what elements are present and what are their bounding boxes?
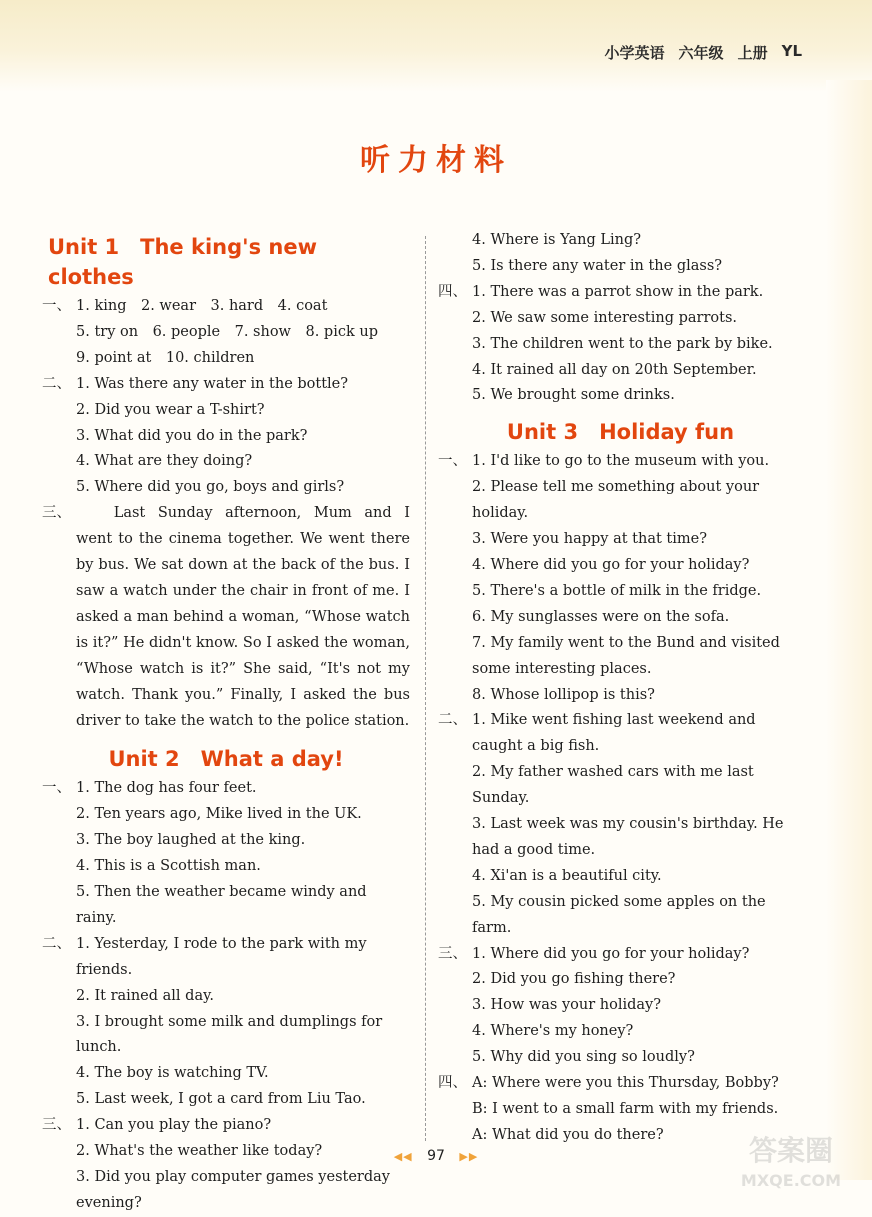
list-item: 1. Can you play the piano? — [76, 1117, 272, 1134]
list-item: 2. We saw some interesting parrots. — [472, 309, 738, 326]
section-label: 一、 — [42, 780, 71, 797]
list-item: 5. Then the weather became windy and rainy. — [76, 884, 367, 926]
unit-1-section-3 — [42, 501, 410, 734]
section-label: 二、 — [42, 375, 71, 392]
list-item: 5. Last week, I got a card from Liu Tao. — [76, 1091, 366, 1108]
page-title: 听力材料 — [360, 143, 512, 178]
page-number: 97 — [427, 1148, 445, 1164]
unit-2-section-1 — [42, 776, 410, 931]
list-item: 5. My cousin picked some apples on the farm. — [472, 893, 766, 936]
listening-passage: Last Sunday afternoon, Mum and I went to the cinema together. We went there by bus. We sat down at the back of the bus. I saw a watch under the chair in front of me. I asked a man behind a woman, “Whose watch is it?” He didn't know. So I asked the woman, “Whose watch is it?” She said, “It's not my watch. Thank you.” Finally, I asked the bus driver to take the watch to the police station. — [76, 505, 410, 729]
list-item: 2. It rained all day. — [76, 987, 214, 1004]
unit-1-section-1 — [42, 294, 410, 372]
list-item: 8. Whose lollipop is this? — [472, 686, 655, 703]
list-item: 6. My sunglasses were on the sofa. — [472, 608, 730, 625]
unit-1-section-2 — [42, 372, 410, 502]
list-item: 1. king 2. wear 3. hard 4. coat — [76, 298, 328, 314]
section-label: 二、 — [438, 712, 467, 729]
unit-3-section-1 — [438, 449, 803, 708]
watermark-text: 答案圈 — [748, 1134, 834, 1167]
next-arrows-icon: ▶▶ — [459, 1150, 479, 1163]
unit-3-section-3 — [438, 942, 803, 1072]
list-item: 1. Was there any water in the bottle? — [76, 375, 349, 392]
list-item: 3. Did you play computer games yesterday evening? — [76, 1169, 390, 1211]
list-item: 4. Where's my honey? — [472, 1023, 634, 1040]
unit-3-section-2 — [438, 708, 803, 941]
section-label: 四、 — [438, 283, 467, 300]
list-item: 1. Where did you go for your holiday? — [472, 945, 750, 962]
page-edge-band — [826, 80, 872, 1180]
list-item: 2. Please tell me something about your holiday. — [472, 479, 760, 522]
list-item: 4. Where did you go for your holiday? — [472, 556, 750, 573]
list-item: 4. Xi'an is a beautiful city. — [472, 867, 662, 884]
list-item: 5. There's a bottle of milk in the fridge. — [472, 582, 762, 599]
list-item: 4. What are they doing? — [76, 453, 253, 470]
list-item: 5. We brought some drinks. — [472, 387, 675, 404]
list-item: 3. What did you do in the park? — [76, 427, 308, 444]
list-item: 1. There was a parrot show in the park. — [472, 283, 764, 300]
prev-arrows-icon: ◀◀ — [393, 1150, 413, 1163]
list-item: 7. My family went to the Bund and visited some interesting places. — [472, 634, 780, 677]
list-item: 2. Did you wear a T-shirt? — [76, 401, 265, 418]
section-label: 四、 — [438, 1075, 467, 1092]
watermark-url: MXQE.COM — [740, 1171, 842, 1190]
page-header — [605, 42, 802, 63]
list-item: 9. point at 10. children — [76, 349, 255, 366]
list-item: 4. The boy is watching TV. — [76, 1065, 269, 1082]
watermark-logo — [716, 1124, 866, 1194]
list-item: 5. Why did you sing so loudly? — [472, 1049, 695, 1066]
list-item: 1. Mike went fishing last weekend and caught a big fish. — [472, 712, 756, 755]
list-item: 2. Did you go fishing there? — [472, 971, 676, 988]
dialogue-line: A: Where were you this Thursday, Bobby? — [472, 1075, 779, 1092]
list-item: 1. I'd like to go to the museum with you. — [472, 453, 770, 470]
section-label: 三、 — [42, 505, 71, 522]
list-item: 4. This is a Scottish man. — [76, 858, 261, 875]
left-column — [42, 228, 410, 1217]
unit-1-title: Unit 1 The king's new clothes — [48, 235, 317, 289]
dialogue-line: B: I went to a small farm with my friends. — [472, 1101, 779, 1117]
list-item: 3. How was your holiday? — [472, 997, 661, 1014]
list-item: 4. It rained all day on 20th September. — [472, 361, 757, 378]
list-item: 5. Where did you go, boys and girls? — [76, 479, 345, 496]
unit-2-section-3-cont — [438, 228, 803, 280]
list-item: 1. The dog has four feet. — [76, 780, 257, 797]
list-item: 3. Were you happy at that time? — [472, 531, 707, 548]
section-label: 三、 — [438, 945, 467, 962]
header-subject: 小学英语 — [604, 44, 665, 62]
section-label: 二、 — [42, 935, 71, 952]
list-item: 2. My father washed cars with me last Sunday. — [472, 764, 754, 807]
section-label: 一、 — [42, 298, 71, 314]
list-item: 2. What's the weather like today? — [76, 1143, 323, 1160]
unit-2-section-4 — [438, 280, 803, 410]
header-edition: YL — [781, 42, 802, 60]
unit-2-section-3 — [42, 1113, 410, 1217]
list-item: 5. try on 6. people 7. show 8. pick up — [76, 323, 378, 340]
list-item: 3. I brought some milk and dumplings for lunch. — [76, 1013, 383, 1056]
unit-2-title: Unit 2 What a day! — [108, 747, 344, 772]
section-label: 三、 — [42, 1117, 71, 1134]
header-volume: 上册 — [737, 44, 768, 62]
list-item: 2. Ten years ago, Mike lived in the UK. — [76, 806, 362, 823]
unit-2-section-2 — [42, 932, 410, 1113]
section-label: 一、 — [438, 453, 467, 470]
list-item: 3. The children went to the park by bike. — [472, 335, 773, 352]
right-column — [438, 228, 803, 1149]
column-divider — [425, 236, 426, 1141]
list-item: 4. Where is Yang Ling? — [472, 232, 642, 248]
dialogue-line: A: What did you do there? — [472, 1126, 664, 1143]
header-grade: 六年级 — [678, 44, 724, 62]
unit-3-title: Unit 3 Holiday fun — [506, 420, 735, 445]
list-item: 5. Is there any water in the glass? — [472, 257, 723, 274]
list-item: 1. Yesterday, I rode to the park with my friends. — [76, 935, 367, 978]
list-item: 3. Last week was my cousin's birthday. He had a good time. — [472, 816, 784, 858]
list-item: 3. The boy laughed at the king. — [76, 832, 306, 849]
